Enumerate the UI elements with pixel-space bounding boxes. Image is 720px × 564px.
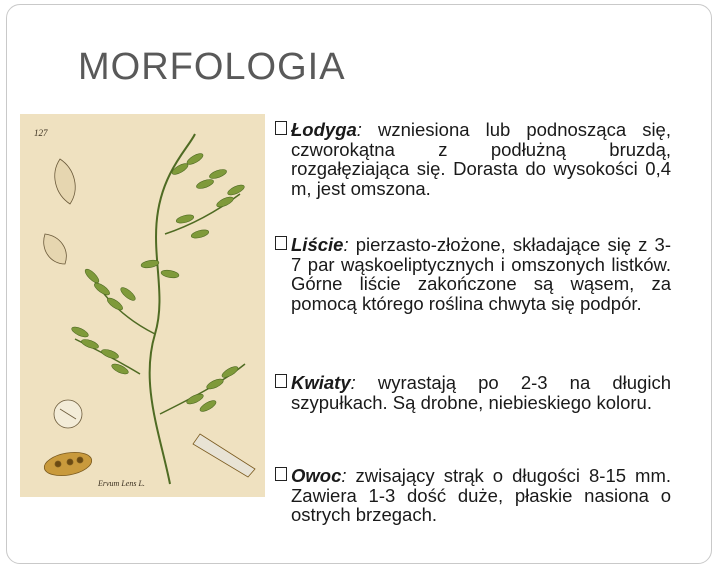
item-colon: : [341,465,347,486]
list-item-text [291,120,671,198]
item-term: Kwiaty [291,372,351,393]
item-colon: : [343,234,349,255]
plate-number: 127 [34,128,48,138]
item-term: Owoc [291,465,342,486]
item-description: zwisający strąk o długości 8-15 mm. Zawiera 1-3 dość duże, płaskie nasiona o ostrych brzegach. [291,465,671,526]
list-item-owoc [275,466,671,525]
list-item-text [291,466,671,525]
item-colon: : [356,119,362,140]
slide-title: MORFOLOGIA [78,46,346,88]
plate-caption: Ervum Lens L. [98,479,145,488]
bullet-box-icon [275,121,287,135]
bullet-box-icon [275,374,287,388]
list-item-liscie [275,235,671,313]
list-item-lodyga [275,120,671,198]
item-description: wzniesiona lub podnosząca się, czworokątna z podłużną bruzdą, rozgałęziająca się. Dorasta do wysokości 0,4 m, jest omszona. [291,119,671,199]
botanical-plate-icon [20,114,265,497]
item-description: wyrastają po 2-3 na długich szypułkach. Są drobne, niebieskiego koloru. [291,372,671,413]
botanical-illustration [20,114,265,497]
list-item-kwiaty [275,373,671,412]
list-item-text [291,235,671,313]
item-description: pierzasto-złożone, składające się z 3-7 par wąskoeliptycznych i omszonych listków. Górne liście zakończone są wąsem, za pomocą którego roślina chwyta się podpór. [291,234,671,314]
bullet-box-icon [275,236,287,250]
item-term: Łodyga [291,119,357,140]
item-colon: : [350,372,356,393]
list-item-text [291,373,671,412]
item-term: Liście [291,234,344,255]
bullet-box-icon [275,467,287,481]
